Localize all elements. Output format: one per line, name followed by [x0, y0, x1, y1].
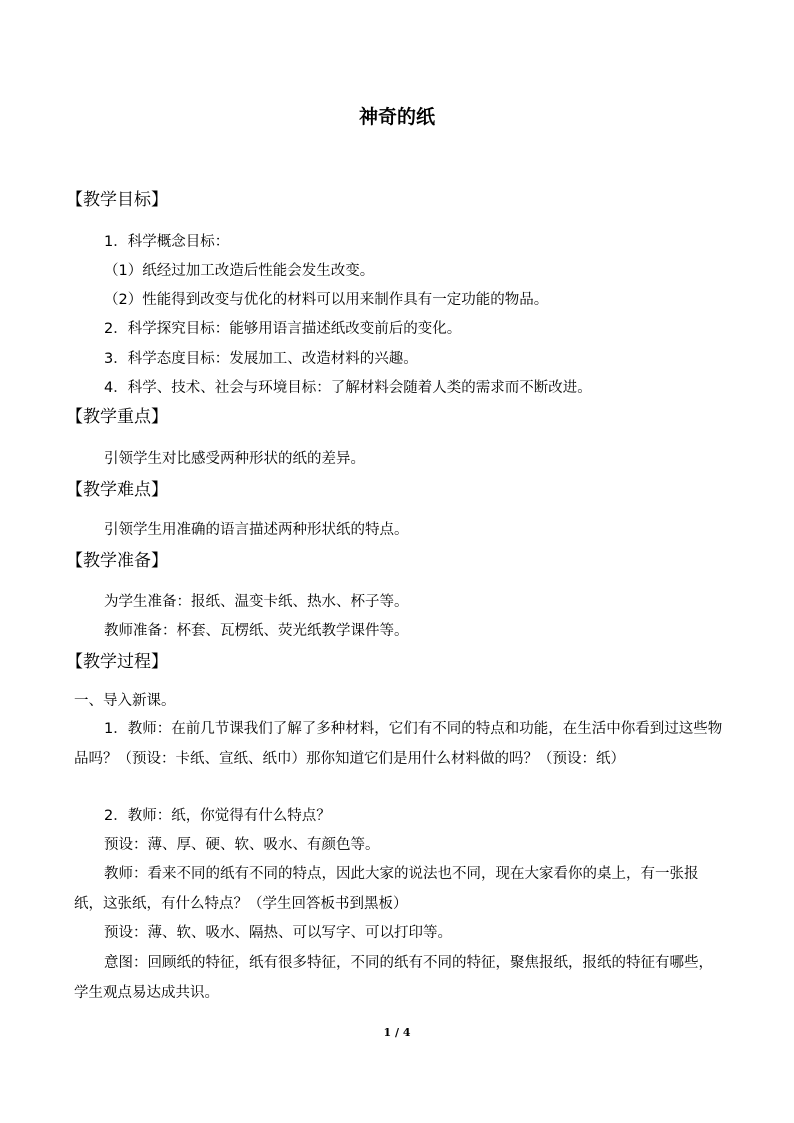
difficulties-text: 引领学生用准确的语言描述两种形状纸的特点。: [104, 522, 409, 538]
objectives-heading: 【教学目标】: [66, 190, 168, 210]
page-title: 神奇的纸: [358, 106, 435, 128]
key-points-text: 引领学生对比感受两种形状的纸的差异。: [104, 451, 365, 467]
process-paragraph: 教师：看来不同的纸有不同的特点，因此大家的说法也不同，现在大家看你的桌上，有一张报纸，这张纸，有什么特点？（学生回答板书到黑板）: [74, 866, 699, 912]
process-paragraph: 预设：薄、软、吸水、隔热、可以写字、可以打印等。: [104, 925, 452, 941]
objective-item: 2．科学探究目标：能够用语言描述纸改变前后的变化。: [104, 321, 462, 337]
objective-item: 1．科学概念目标：: [104, 234, 230, 250]
process-paragraph: 1．教师：在前几节课我们了解了多种材料，它们有不同的特点和功能，在生活中你看到过这些物品吗？（预设：卡纸、宣纸、纸巾）那你知道它们是用什么材料做的吗？（预设：纸）: [74, 721, 723, 767]
page-number: 1 / 4: [383, 1026, 411, 1039]
preparation-student: 为学生准备：报纸、温变卡纸、热水、杯子等。: [104, 594, 409, 610]
process-paragraph: 2．教师：纸，你觉得有什么特点？: [104, 808, 331, 824]
objective-item: （2）性能得到改变与优化的材料可以用来制作具有一定功能的物品。: [104, 292, 549, 308]
objective-item: 4．科学、技术、社会与环境目标：了解材料会随着人类的需求而不断改进。: [104, 380, 592, 396]
process-paragraph: 预设：薄、厚、硬、软、吸水、有颜色等。: [104, 837, 380, 853]
preparation-heading: 【教学准备】: [66, 551, 168, 571]
process-paragraph: 意图：回顾纸的特征，纸有很多特征，不同的纸有不同的特征，聚焦报纸，报纸的特征有哪些，学生观点易达成共识。: [74, 955, 713, 1001]
objective-item: 3．科学态度目标：发展加工、改造材料的兴趣。: [104, 351, 418, 367]
process-part-title: 一、导入新课。: [74, 693, 176, 709]
difficulties-heading: 【教学难点】: [66, 480, 168, 500]
preparation-teacher: 教师准备：杯套、瓦楞纸、荧光纸教学课件等。: [104, 623, 409, 639]
key-points-heading: 【教学重点】: [66, 407, 168, 427]
objective-item: （1）纸经过加工改造后性能会发生改变。: [104, 263, 375, 279]
process-heading: 【教学过程】: [66, 652, 168, 672]
